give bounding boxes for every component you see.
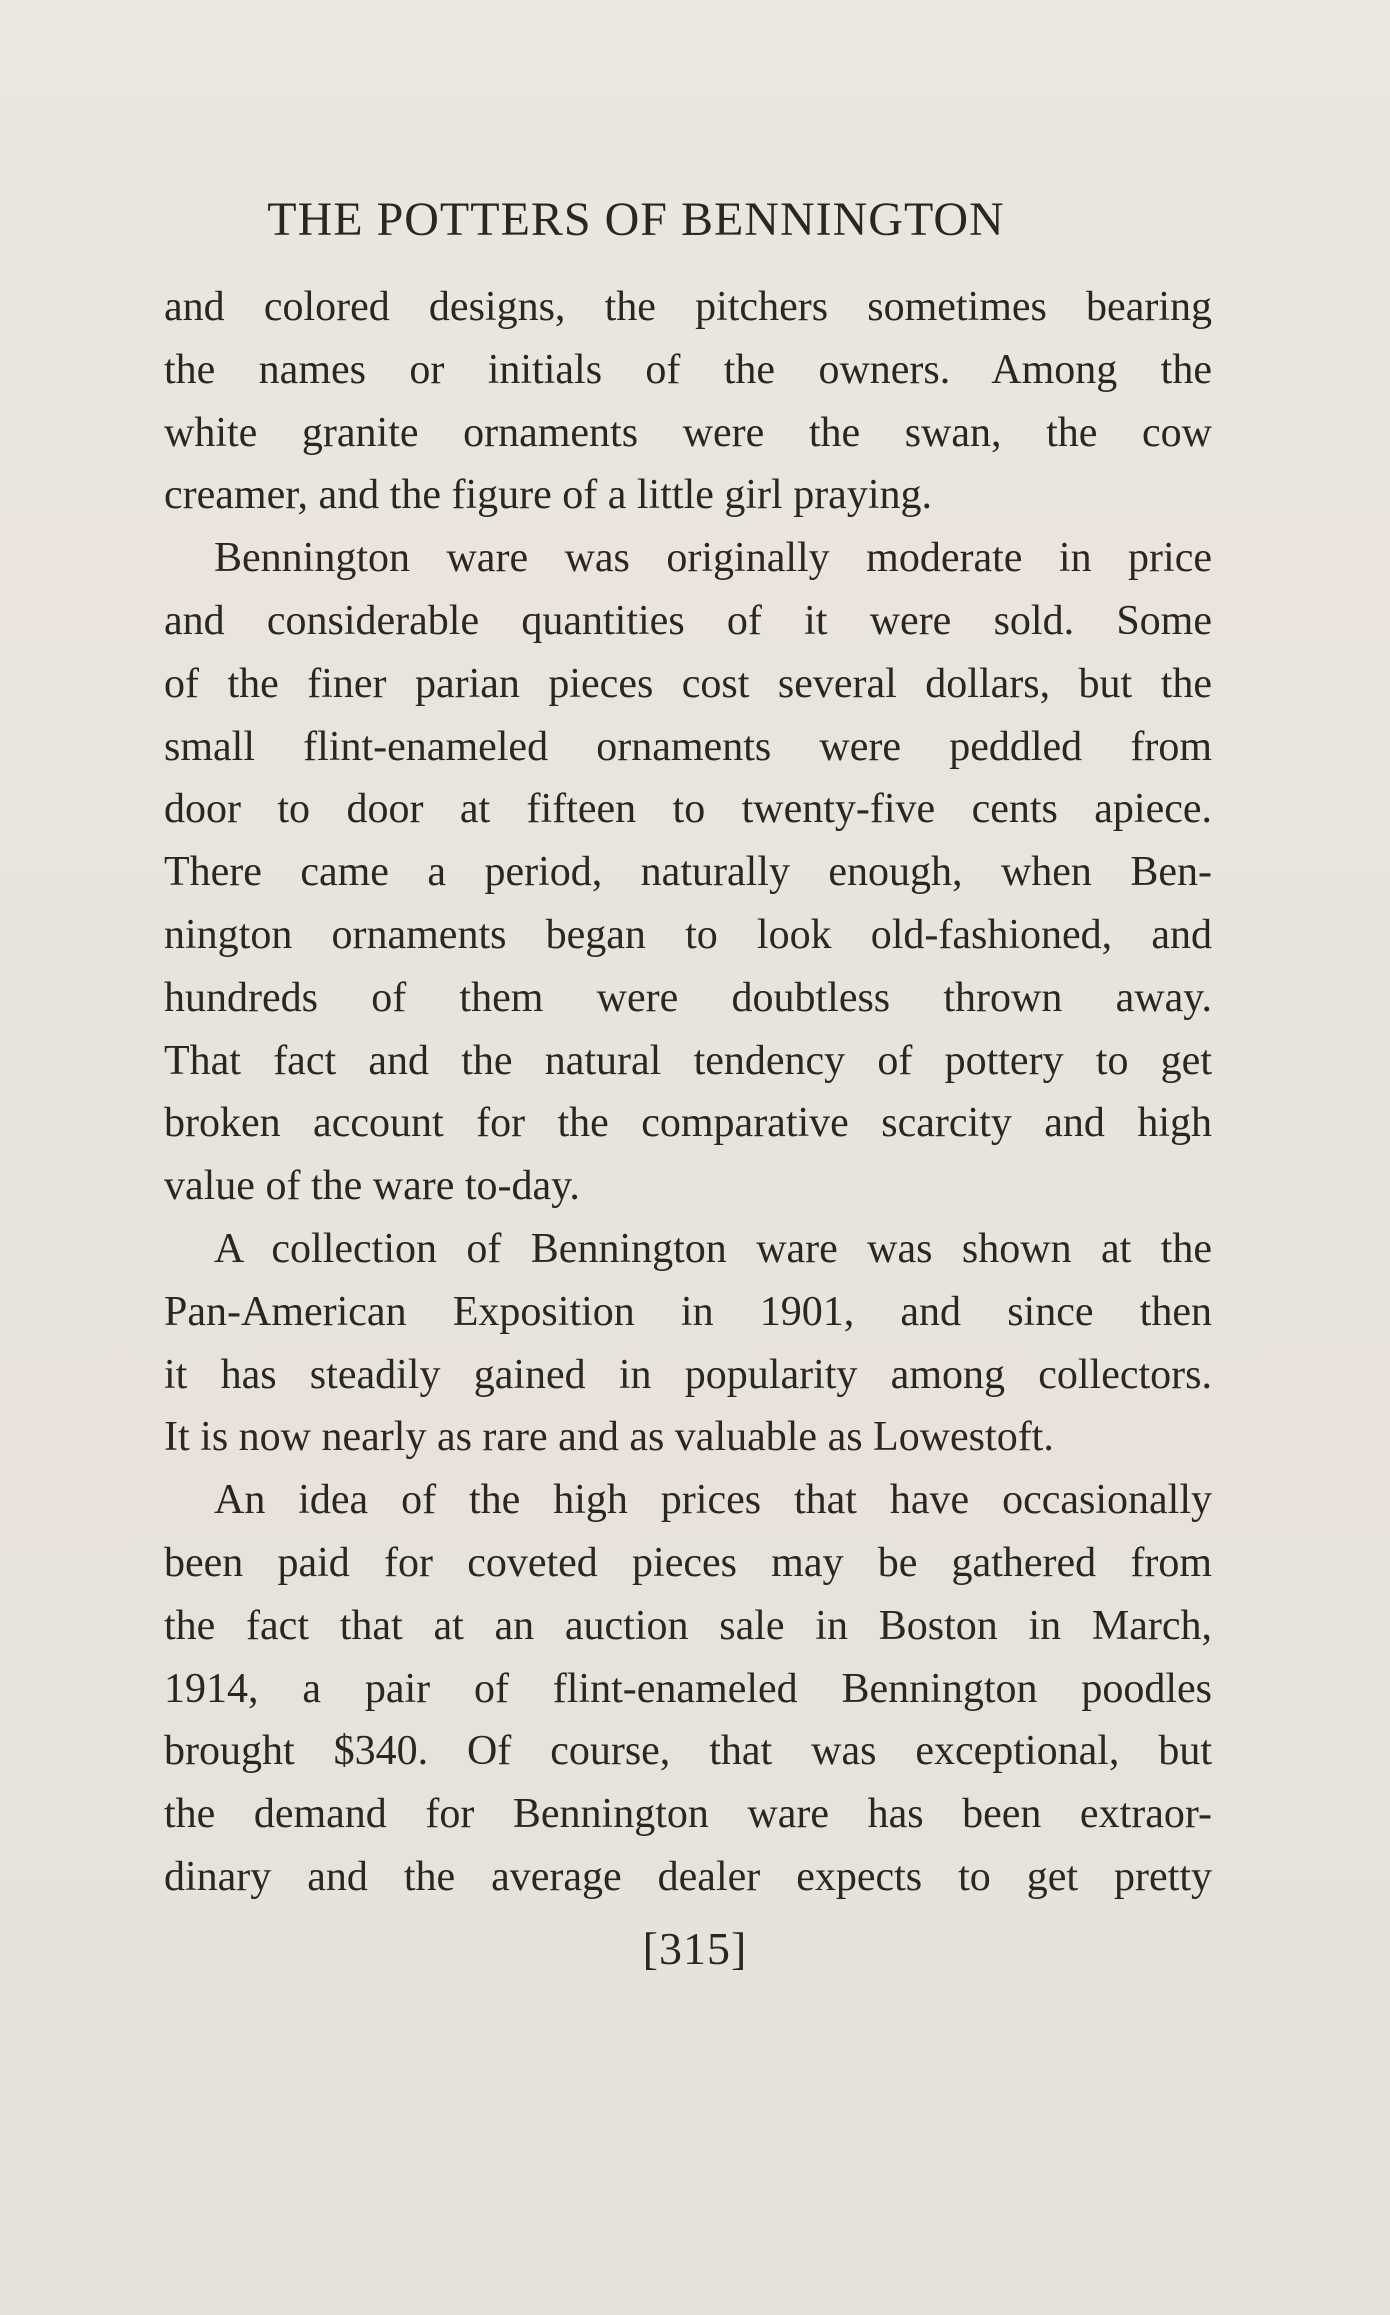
text-line: door to door at fifteen to twenty-five cents apiece. (164, 786, 1212, 833)
text-line: value of the ware to-day. (164, 1163, 580, 1210)
text-line: and colored designs, the pitchers sometimes bearing (164, 284, 1212, 330)
text-line: nington ornaments began to look old-fashioned, and (164, 911, 1212, 958)
text-line: creamer, and the figure of a little girl praying. (164, 472, 932, 519)
text-line: 1914, a pair of flint-enameled Bennington poodles (164, 1665, 1212, 1712)
text-line: dinary and the average dealer expects to get pretty (164, 1853, 1212, 1900)
text-line: it has steadily gained in popularity among collectors. (164, 1351, 1212, 1398)
running-head: THE POTTERS OF BENNINGTON (267, 193, 1005, 246)
text-line: the fact that at an auction sale in Boston in March, (164, 1602, 1212, 1649)
text-line: and considerable quantities of it were sold. Some (164, 597, 1212, 644)
text-line: Pan-American Exposition in 1901, and since then (164, 1288, 1212, 1335)
text-line: the demand for Bennington ware has been extraor- (164, 1791, 1212, 1838)
text-line: An idea of the high prices that have occasionally (214, 1477, 1212, 1524)
text-line: A collection of Bennington ware was shown at the (214, 1225, 1212, 1272)
text-line: It is now nearly as rare and as valuable as Lowestoft. (164, 1414, 1054, 1461)
body-text (164, 276, 1212, 1909)
text-line: broken account for the comparative scarcity and high (164, 1100, 1212, 1147)
text-line: been paid for coveted pieces may be gathered from (164, 1539, 1212, 1586)
text-line: Bennington ware was originally moderate in price (214, 535, 1212, 582)
text-line: That fact and the natural tendency of pottery to get (164, 1037, 1212, 1084)
text-line: small flint-enameled ornaments were peddled from (164, 723, 1212, 770)
text-line: the names or initials of the owners. Among the (164, 346, 1212, 393)
text-line: hundreds of them were doubtless thrown away. (164, 974, 1212, 1021)
text-line: white granite ornaments were the swan, the cow (164, 409, 1212, 456)
text-line: of the finer parian pieces cost several dollars, but the (164, 660, 1212, 707)
page-number: [315] (642, 1923, 748, 1974)
text-line: There came a period, naturally enough, when Ben- (164, 849, 1212, 896)
text-line: brought $340. Of course, that was exceptional, but (164, 1728, 1212, 1775)
